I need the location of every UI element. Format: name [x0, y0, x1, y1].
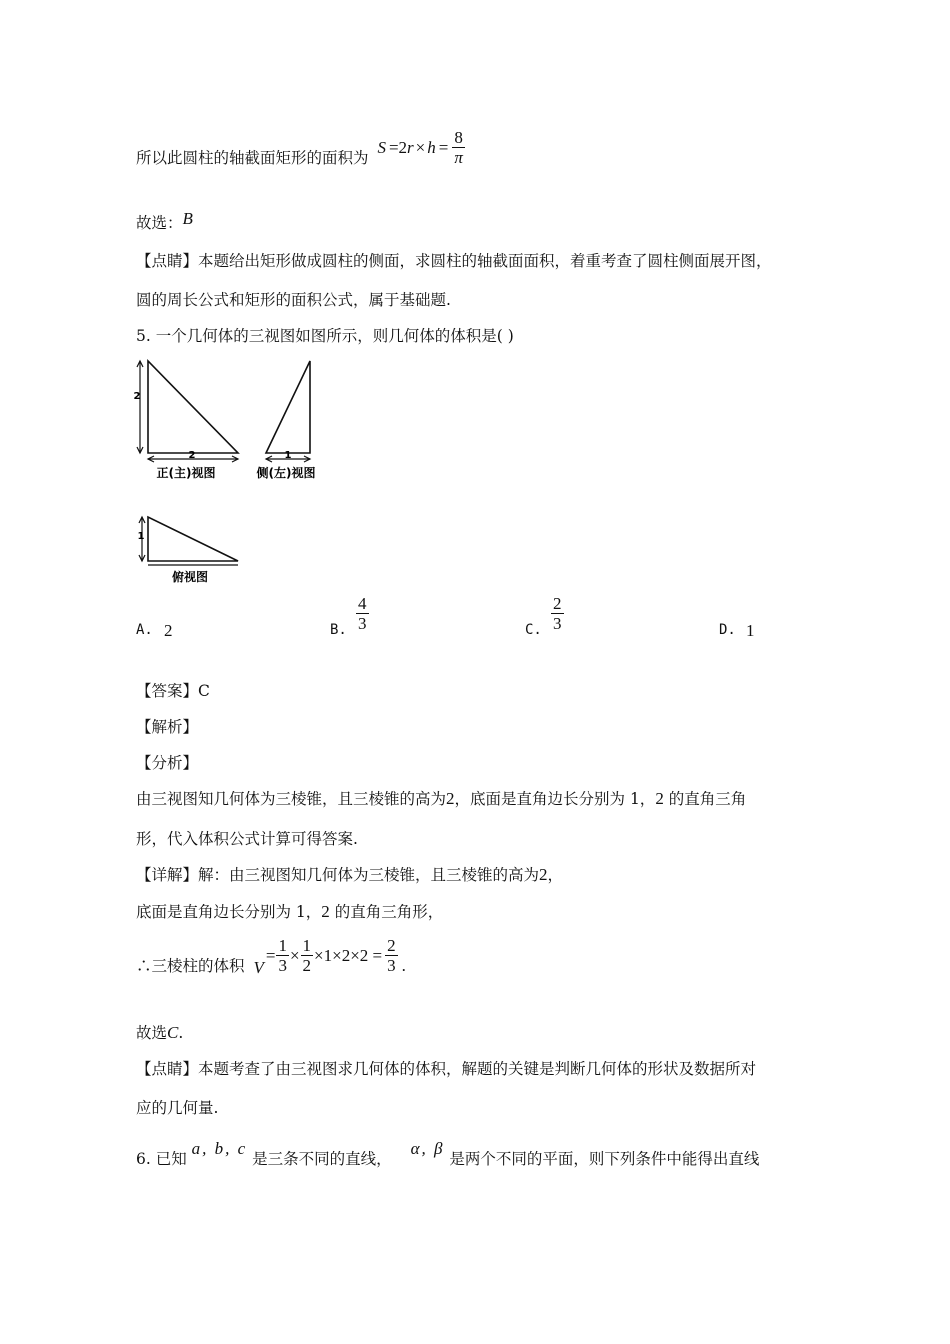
fenxi-line-1: 由三视图知几何体为三棱锥，且三棱锥的高为2，底面是直角边长分别为 1，2 的直角三角 — [136, 789, 747, 808]
top-height-label: 1 — [137, 531, 145, 542]
choice-b-line: 故选：B — [136, 209, 193, 232]
option-c-label: C. — [525, 622, 542, 638]
options-row — [0, 592, 950, 652]
top-view-label: 俯视图 — [171, 570, 209, 584]
fraction-8-over-pi: $\frac{8}{\pi}$ — [454, 128, 463, 167]
three-view-figure — [130, 355, 330, 585]
side-view — [266, 361, 310, 462]
analysis-heading: 【解析】 — [136, 718, 199, 736]
comment-line-2: 圆的周长公式和矩形的面积公式，属于基础题. — [136, 291, 451, 309]
question-5: 5. 一个几何体的三视图如图所示，则几何体的体积是( ) — [136, 327, 514, 345]
option-a-label: A. — [136, 622, 153, 638]
option-d-label: D. — [719, 622, 736, 638]
detail-line-1: 【详解】解：由三视图知几何体为三棱锥，且三棱锥的高为2， — [136, 865, 564, 884]
detail-line-2: 底面是直角边长分别为 1，2 的直角三角形， — [136, 902, 444, 921]
side-width-label: 1 — [284, 450, 292, 461]
area-formula-line — [136, 128, 466, 167]
front-height-label: 2 — [133, 391, 141, 402]
option-b-fraction: $\frac{4}{3}$ — [358, 594, 367, 633]
choose-c-line: 故选C. — [136, 1023, 184, 1042]
volume-formula-line: ∴三棱柱的体积 V = $\frac{1}{3}$ × $\frac{1}{2}$ ×1×2×2 = $\frac{2}{3}$ . — [136, 936, 406, 977]
fenxi-line-2: 形，代入体积公式计算可得答案. — [136, 830, 358, 848]
top-view — [139, 517, 238, 565]
area-formula-text: 所以此圆柱的轴截面矩形的面积为 — [136, 148, 369, 167]
fenxi-heading: 【分析】 — [136, 754, 199, 772]
comment2-line-1: 【点睛】本题考查了由三视图求几何体的体积，解题的关键是判断几何体的形状及数据所对 — [136, 1060, 757, 1078]
comment2-line-2: 应的几何量. — [136, 1099, 219, 1117]
q6-lines-vars: a, b, c — [191, 1139, 248, 1158]
option-b-label: B. — [330, 622, 347, 638]
comment-line-1: 【点睛】本题给出矩形做成圆柱的侧面，求圆柱的轴截面面积，着重考查了圆柱侧面展开图， — [136, 252, 772, 270]
front-view — [137, 361, 238, 462]
q6-planes-vars: α, β — [410, 1139, 445, 1158]
option-c-fraction: $\frac{2}{3}$ — [553, 594, 562, 633]
side-view-label: 侧(左)视图 — [256, 466, 316, 480]
question-6: 6. 已知 a, b, c 是三条不同的直线， α, β 是两个不同的平面，则下列条件中能得出直线 — [136, 1139, 760, 1168]
area-formula: S =2 r × h = $\frac{8}{\pi}$ — [377, 128, 463, 167]
option-a-value: 2 — [164, 621, 173, 640]
front-view-label: 正(主)视图 — [156, 466, 216, 480]
option-d-value: 1 — [746, 621, 755, 640]
volume-formula: V = $\frac{1}{3}$ × $\frac{1}{2}$ ×1×2×2 = $\frac{2}{3}$ . — [253, 936, 406, 977]
front-width-label: 2 — [188, 450, 196, 461]
answer-line: 【答案】C — [136, 682, 210, 700]
